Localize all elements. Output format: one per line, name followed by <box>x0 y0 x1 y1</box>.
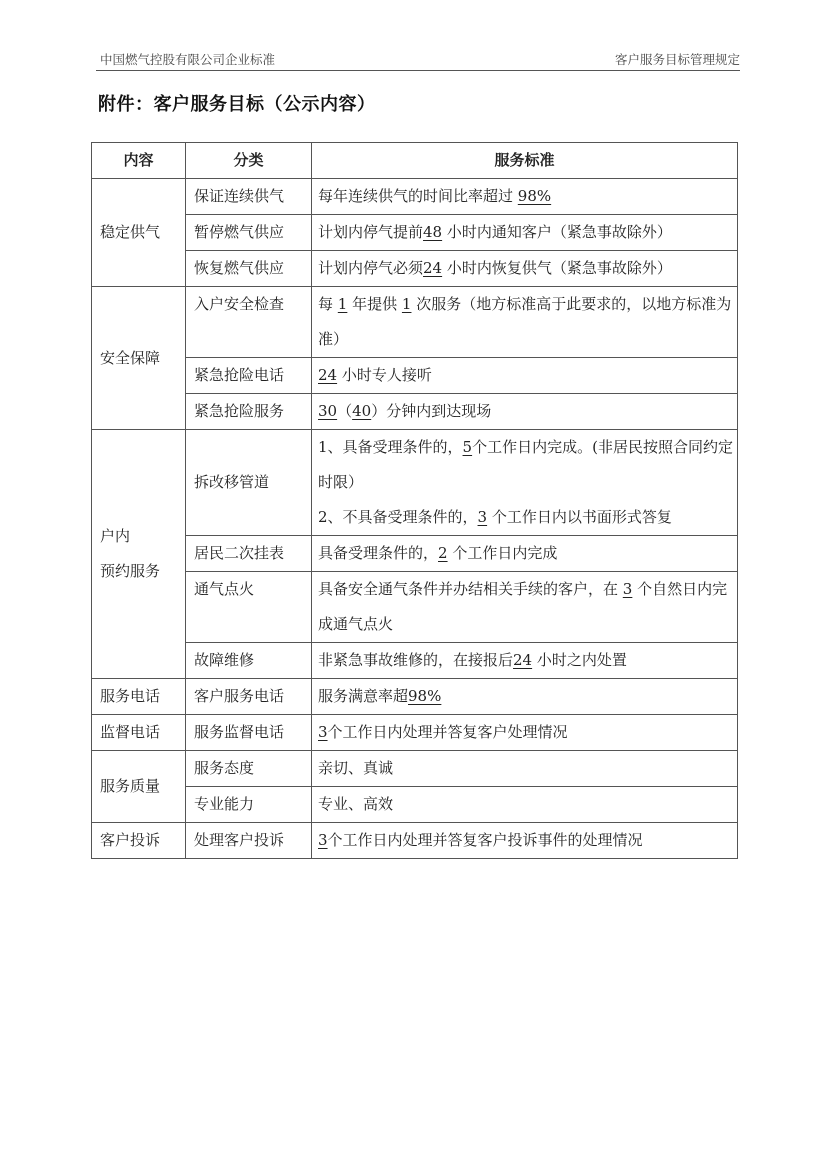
service-standards-table <box>91 142 738 859</box>
standard-cell <box>312 430 738 536</box>
standard-text: 年提供 <box>352 295 398 313</box>
standard-cell <box>312 251 738 287</box>
standard-text: 计划内停气提前 <box>318 223 424 241</box>
standard-text: 1、具备受理条件的， <box>318 438 463 456</box>
category-cell: 通气点火 <box>186 572 312 643</box>
group-cell: 监督电话 <box>92 715 186 751</box>
table-row <box>92 572 738 643</box>
standard-text: 个工作日内完成。(非居民按照合同约定时限） <box>318 438 733 491</box>
table-row <box>92 751 738 787</box>
standard-text: 小时专人接听 <box>341 366 432 384</box>
standard-text: 每 <box>318 295 334 313</box>
standard-text: 个自然日内完成通气点火 <box>318 580 728 633</box>
standard-text: ）分钟内到达现场 <box>371 402 492 420</box>
standard-text: 2、不具备受理条件的， <box>318 508 478 526</box>
table-row <box>92 215 738 251</box>
standard-text: 每年连续供气的时间比率超过 <box>318 187 514 205</box>
group-cell: 客户投诉 <box>92 823 186 859</box>
group-cell: 稳定供气 <box>92 179 186 287</box>
group-cell: 安全保障 <box>92 287 186 430</box>
category-cell: 专业能力 <box>186 787 312 823</box>
standard-cell <box>312 643 738 679</box>
standard-figure: 48 <box>423 223 443 241</box>
table-row <box>92 287 738 358</box>
standard-cell <box>312 215 738 251</box>
standard-cell <box>312 394 738 430</box>
header-doc-title: 客户服务目标管理规定 <box>614 52 740 67</box>
table-row <box>92 787 738 823</box>
standard-text: 服务满意率超 <box>318 687 409 705</box>
standard-figure: 98% <box>408 687 442 705</box>
standard-figure: 3 <box>477 508 488 526</box>
category-cell: 服务监督电话 <box>186 715 312 751</box>
standard-text: 小时之内处置 <box>536 651 627 669</box>
standard-figure: 2 <box>438 544 448 562</box>
category-cell: 处理客户投诉 <box>186 823 312 859</box>
standard-cell <box>312 358 738 394</box>
column-header-content: 内容 <box>92 143 186 179</box>
table-header-row <box>92 143 738 179</box>
category-cell: 紧急抢险服务 <box>186 394 312 430</box>
category-cell: 暂停燃气供应 <box>186 215 312 251</box>
table-row <box>92 679 738 715</box>
standard-figure: 24 <box>318 366 338 384</box>
standard-text: 具备受理条件的， <box>318 544 439 562</box>
standard-text: 具备安全通气条件并办结相关手续的客户，在 <box>318 580 619 598</box>
standard-cell <box>312 715 738 751</box>
column-header-category: 分类 <box>186 143 312 179</box>
table-row <box>92 823 738 859</box>
page-title: 附件：客户服务目标（公示内容） <box>98 94 376 115</box>
category-cell: 拆改移管道 <box>186 430 312 536</box>
group-label-line: 预约服务 <box>100 562 161 580</box>
standard-text: 计划内停气必须 <box>318 259 424 277</box>
standard-figure: 30 <box>318 402 338 420</box>
group-label-line: 户内 <box>100 527 131 545</box>
category-cell: 紧急抢险电话 <box>186 358 312 394</box>
table-row <box>92 251 738 287</box>
standard-cell <box>312 179 738 215</box>
column-header-standard: 服务标准 <box>312 143 738 179</box>
standard-text: 个工作日内处理并答复客户投诉事件的处理情况 <box>327 831 643 849</box>
standard-text: （ <box>337 402 353 420</box>
standard-figure: 98% <box>517 187 552 205</box>
standard-figure: 3 <box>318 723 328 741</box>
table-row <box>92 715 738 751</box>
header-divider <box>96 70 740 71</box>
standard-cell: 亲切、真诚 <box>312 751 738 787</box>
category-cell: 入户安全检查 <box>186 287 312 358</box>
standard-cell <box>312 823 738 859</box>
standard-text: 非紧急事故维修的，在接报后 <box>318 651 514 669</box>
standard-cell <box>312 536 738 572</box>
standard-cell <box>312 287 738 358</box>
group-cell <box>92 430 186 679</box>
header-company: 中国燃气控股有限公司企业标准 <box>100 52 276 67</box>
standard-text: 个工作日内完成 <box>452 544 558 562</box>
category-cell: 客户服务电话 <box>186 679 312 715</box>
standard-figure: 1 <box>401 295 412 313</box>
standard-figure: 24 <box>513 651 533 669</box>
standard-text: 个工作日内处理并答复客户处理情况 <box>327 723 568 741</box>
standard-cell <box>312 679 738 715</box>
table-row <box>92 536 738 572</box>
table-row <box>92 430 738 536</box>
standard-text: 个工作日内以书面形式答复 <box>491 508 672 526</box>
table-row <box>92 394 738 430</box>
standard-text: 小时内恢复供气（紧急事故除外） <box>446 259 672 277</box>
category-cell: 故障维修 <box>186 643 312 679</box>
standard-text: 小时内通知客户（紧急事故除外） <box>446 223 672 241</box>
standard-figure: 3 <box>622 580 633 598</box>
category-cell: 保证连续供气 <box>186 179 312 215</box>
standard-cell <box>312 572 738 643</box>
page-header <box>100 50 740 70</box>
table-row <box>92 643 738 679</box>
standard-text: 次服务（地方标准高于此要求的，以地方标准为准） <box>318 295 732 348</box>
standard-figure: 40 <box>352 402 372 420</box>
standard-cell: 专业、高效 <box>312 787 738 823</box>
table-row <box>92 358 738 394</box>
table-row <box>92 179 738 215</box>
group-cell: 服务质量 <box>92 751 186 823</box>
group-cell: 服务电话 <box>92 679 186 715</box>
standard-figure: 1 <box>337 295 348 313</box>
standard-figure: 5 <box>462 438 473 456</box>
category-cell: 恢复燃气供应 <box>186 251 312 287</box>
category-cell: 居民二次挂表 <box>186 536 312 572</box>
standard-figure: 3 <box>318 831 328 849</box>
standard-figure: 24 <box>423 259 443 277</box>
category-cell: 服务态度 <box>186 751 312 787</box>
